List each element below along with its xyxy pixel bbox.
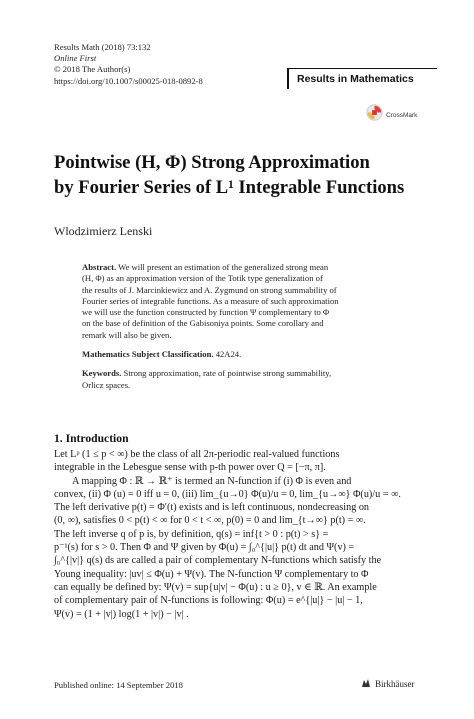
journal-name: Results in Mathematics xyxy=(297,73,414,85)
title-line-2: by Fourier Series of L¹ Integrable Functions xyxy=(54,177,405,198)
published-date: Published online: 14 September 2018 xyxy=(54,680,183,690)
abstract-line: Fourier series of integrable functions. As a measure of such approximation xyxy=(82,295,339,306)
publisher-logo-icon xyxy=(360,677,372,691)
online-first-label: Online First xyxy=(54,53,97,64)
body-line: can equally be defined by: Ψ(v) = sup{u|v| − Φ(u) : u ≥ 0}, v ∈ ℝ. An example xyxy=(54,581,377,593)
abstract-section xyxy=(82,262,400,391)
author-name: Wlodzimierz Lenski xyxy=(54,224,153,238)
paper-title xyxy=(54,150,434,200)
body-line: (0, ∞), satisfies 0 < p(t) < ∞ for 0 < t < ∞, p(0) = 0 and lim_{t→∞} p(t) = ∞. xyxy=(54,515,366,527)
article-metadata xyxy=(54,42,203,87)
keywords-line: Orlicz spaces. xyxy=(82,379,131,390)
publisher-name: Birkhäuser xyxy=(375,679,415,689)
body-line: of complementary pair of N-functions is following: Φ(u) = e^{|u|} − |u| − 1, xyxy=(54,595,363,607)
msc-value: 42A24. xyxy=(215,349,242,360)
body-line: p⁻¹(s) for s > 0. Then Φ and Ψ given by Φ(u) = ∫₀^{|u|} p(t) dt and Ψ(v) = xyxy=(54,542,355,554)
abstract-line: We will present an estimation of the generalized strong mean xyxy=(118,262,329,272)
crossmark-badge[interactable] xyxy=(366,104,417,126)
abstract-line: the results of J. Marcinkiewicz and A. Zygmund on strong summability of xyxy=(82,284,337,295)
publisher-mark xyxy=(360,677,415,691)
spacer xyxy=(82,341,400,349)
journal-name-box xyxy=(287,68,437,89)
keywords-label: Keywords. xyxy=(82,368,122,379)
msc-label: Mathematics Subject Classification. xyxy=(82,349,214,360)
crossmark-label: CrossMark xyxy=(386,111,418,119)
crossmark-icon xyxy=(366,104,383,126)
body-line: The left derivative p(t) = Φ′(t) exists and is left continuous, nondecreasing on xyxy=(54,502,370,514)
body-line: integrable in the Lebesgue sense with p-th power over Q = [−π, π]. xyxy=(54,462,326,474)
body-line: Young inequality: |uv| ≤ Φ(u) + Ψ(v). The N-function Ψ complementary to Φ xyxy=(54,568,369,580)
abstract-line: (H, Φ) as an approximation version of the Totik type generalization of xyxy=(82,273,323,284)
doi-link[interactable]: https://doi.org/10.1007/s00025-018-0892-8 xyxy=(54,75,203,86)
abstract-line: we will use the function constructed by function Ψ complementary to Φ xyxy=(82,307,330,318)
body-line: ∫₀^{|v|} q(s) ds are called a pair of complementary N-functions which satisfy the xyxy=(54,555,382,567)
abstract-line: on the base of definition of the Gabisoniya points. Some corollary and xyxy=(82,318,324,329)
abstract-line: remark will also be given. xyxy=(82,329,172,340)
body-line: Let Lᵖ (1 ≤ p < ∞) be the class of all 2π-periodic real-valued functions xyxy=(54,449,340,460)
spacer xyxy=(82,360,400,368)
copyright-notice: © 2018 The Author(s) xyxy=(54,64,131,75)
abstract-label: Abstract. xyxy=(82,262,117,272)
body-line: convex, (ii) Φ (u) = 0 iff u = 0, (iii) lim_{u→0} Φ(u)/u = 0, lim_{u→∞} Φ(u)/u = ∞. xyxy=(54,488,401,500)
body-line: A mapping Φ : ℝ → ℝ⁺ is termed an N-function if (i) Φ is even and xyxy=(72,475,352,487)
introduction-body xyxy=(54,448,426,621)
body-line: Ψ(v) = (1 + |v|) log(1 + |v|) − |v| . xyxy=(54,608,189,620)
body-line: The left inverse q of p is, by definition, q(s) = inf{t > 0 : p(t) > s} = xyxy=(54,528,329,540)
title-line-1: Pointwise (H, Φ) Strong Approximation xyxy=(54,152,370,173)
journal-reference: Results Math (2018) 73:132 xyxy=(54,42,151,52)
section-heading: 1. Introduction xyxy=(54,432,129,445)
msc-line xyxy=(82,349,400,360)
keywords-line: Strong approximation, rate of pointwise strong summability, xyxy=(123,368,332,379)
